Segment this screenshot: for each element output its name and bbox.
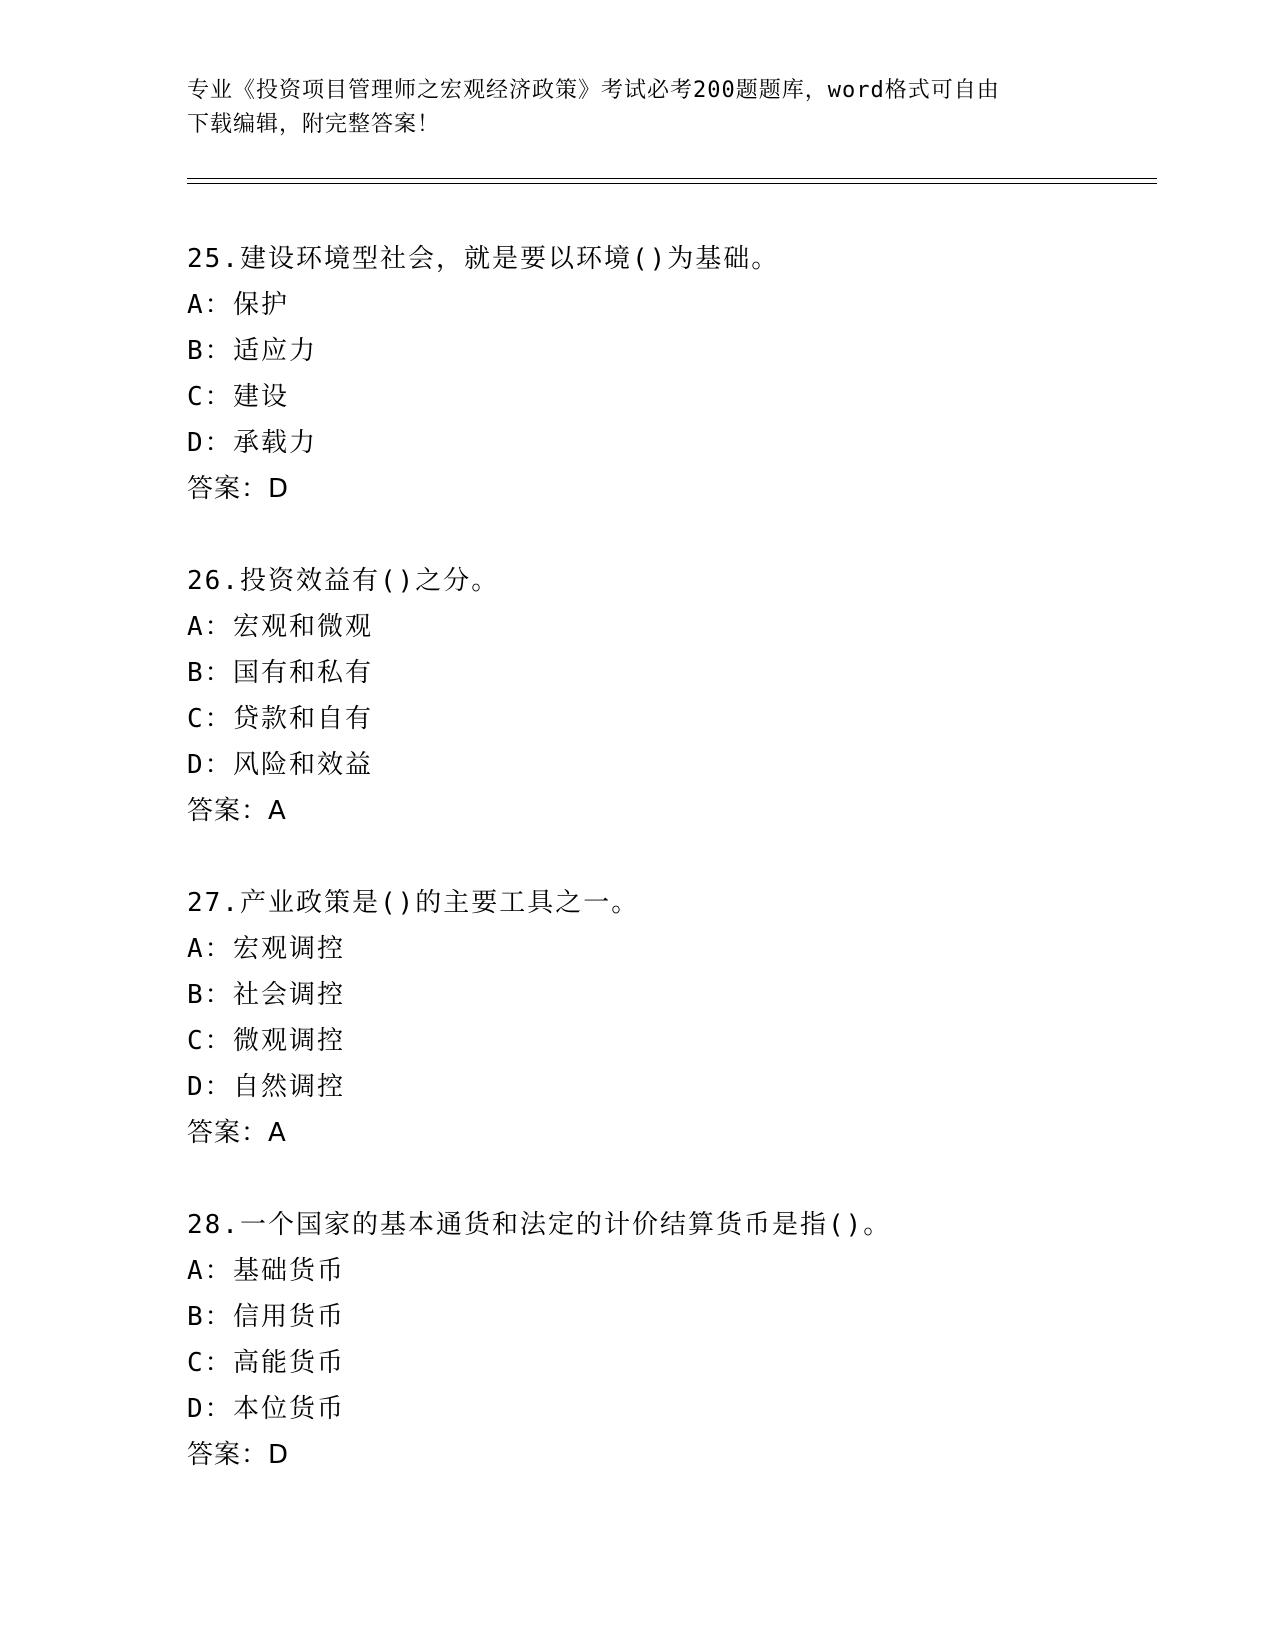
- option-text: 保护: [233, 290, 290, 320]
- option-c: [187, 1340, 1147, 1386]
- option-d: [187, 420, 1147, 466]
- option-key: D：: [187, 1072, 233, 1102]
- question-26: [187, 558, 1147, 834]
- option-key: A：: [187, 290, 233, 320]
- option-c: [187, 1018, 1147, 1064]
- option-key: A：: [187, 1256, 233, 1286]
- option-key: D：: [187, 1394, 233, 1424]
- option-b: [187, 1294, 1147, 1340]
- question-28: [187, 1202, 1147, 1478]
- option-key: C：: [187, 1026, 233, 1056]
- option-d: [187, 1386, 1147, 1432]
- option-d: [187, 1064, 1147, 1110]
- option-b: [187, 328, 1147, 374]
- option-text: 国有和私有: [233, 658, 374, 688]
- question-list: [187, 236, 1147, 1524]
- option-key: B：: [187, 980, 233, 1010]
- option-b: [187, 972, 1147, 1018]
- question-27: [187, 880, 1147, 1156]
- option-text: 信用货币: [233, 1302, 346, 1332]
- answer-value: A: [268, 1118, 287, 1148]
- option-a: [187, 604, 1147, 650]
- question-stem: 26.投资效益有()之分。: [187, 566, 500, 596]
- option-key: C：: [187, 1348, 233, 1378]
- answer-line: [187, 1110, 1147, 1156]
- answer-label: 答案：: [187, 1118, 269, 1148]
- option-key: D：: [187, 750, 233, 780]
- option-text: 贷款和自有: [233, 704, 374, 734]
- option-key: A：: [187, 934, 233, 964]
- answer-line: [187, 466, 1147, 512]
- question-stem: 25.建设环境型社会，就是要以环境()为基础。: [187, 244, 780, 274]
- option-a: [187, 282, 1147, 328]
- question-stem: 28.一个国家的基本通货和法定的计价结算货币是指()。: [187, 1210, 892, 1240]
- option-c: [187, 696, 1147, 742]
- option-key: C：: [187, 382, 233, 412]
- answer-value: D: [268, 474, 290, 504]
- option-text: 宏观调控: [233, 934, 346, 964]
- option-text: 微观调控: [233, 1026, 346, 1056]
- header-line-2: 下载编辑，附完整答案！: [187, 112, 441, 137]
- option-key: B：: [187, 658, 233, 688]
- header-divider-top: [187, 178, 1157, 179]
- option-text: 宏观和微观: [233, 612, 374, 642]
- option-text: 自然调控: [233, 1072, 346, 1102]
- option-text: 风险和效益: [233, 750, 374, 780]
- option-text: 高能货币: [233, 1348, 346, 1378]
- option-d: [187, 742, 1147, 788]
- header-divider-bottom: [187, 183, 1157, 184]
- option-key: A：: [187, 612, 233, 642]
- answer-line: [187, 788, 1147, 834]
- answer-value: A: [268, 796, 287, 826]
- option-key: B：: [187, 1302, 233, 1332]
- question-stem: 27.产业政策是()的主要工具之一。: [187, 888, 640, 918]
- option-a: [187, 926, 1147, 972]
- option-a: [187, 1248, 1147, 1294]
- question-25: [187, 236, 1147, 512]
- option-text: 基础货币: [233, 1256, 346, 1286]
- option-text: 建设: [233, 382, 290, 412]
- option-text: 社会调控: [233, 980, 346, 1010]
- header-line-1: 专业《投资项目管理师之宏观经济政策》考试必考200题题库，word格式可自由: [187, 78, 1000, 103]
- option-key: C：: [187, 704, 233, 734]
- answer-label: 答案：: [187, 1440, 269, 1470]
- answer-line: [187, 1432, 1147, 1478]
- document-header: [187, 74, 1087, 142]
- answer-label: 答案：: [187, 474, 269, 504]
- option-c: [187, 374, 1147, 420]
- option-text: 承载力: [233, 428, 318, 458]
- option-b: [187, 650, 1147, 696]
- option-text: 本位货币: [233, 1394, 346, 1424]
- option-key: B：: [187, 336, 233, 366]
- option-text: 适应力: [233, 336, 318, 366]
- answer-value: D: [268, 1440, 290, 1470]
- answer-label: 答案：: [187, 796, 269, 826]
- option-key: D：: [187, 428, 233, 458]
